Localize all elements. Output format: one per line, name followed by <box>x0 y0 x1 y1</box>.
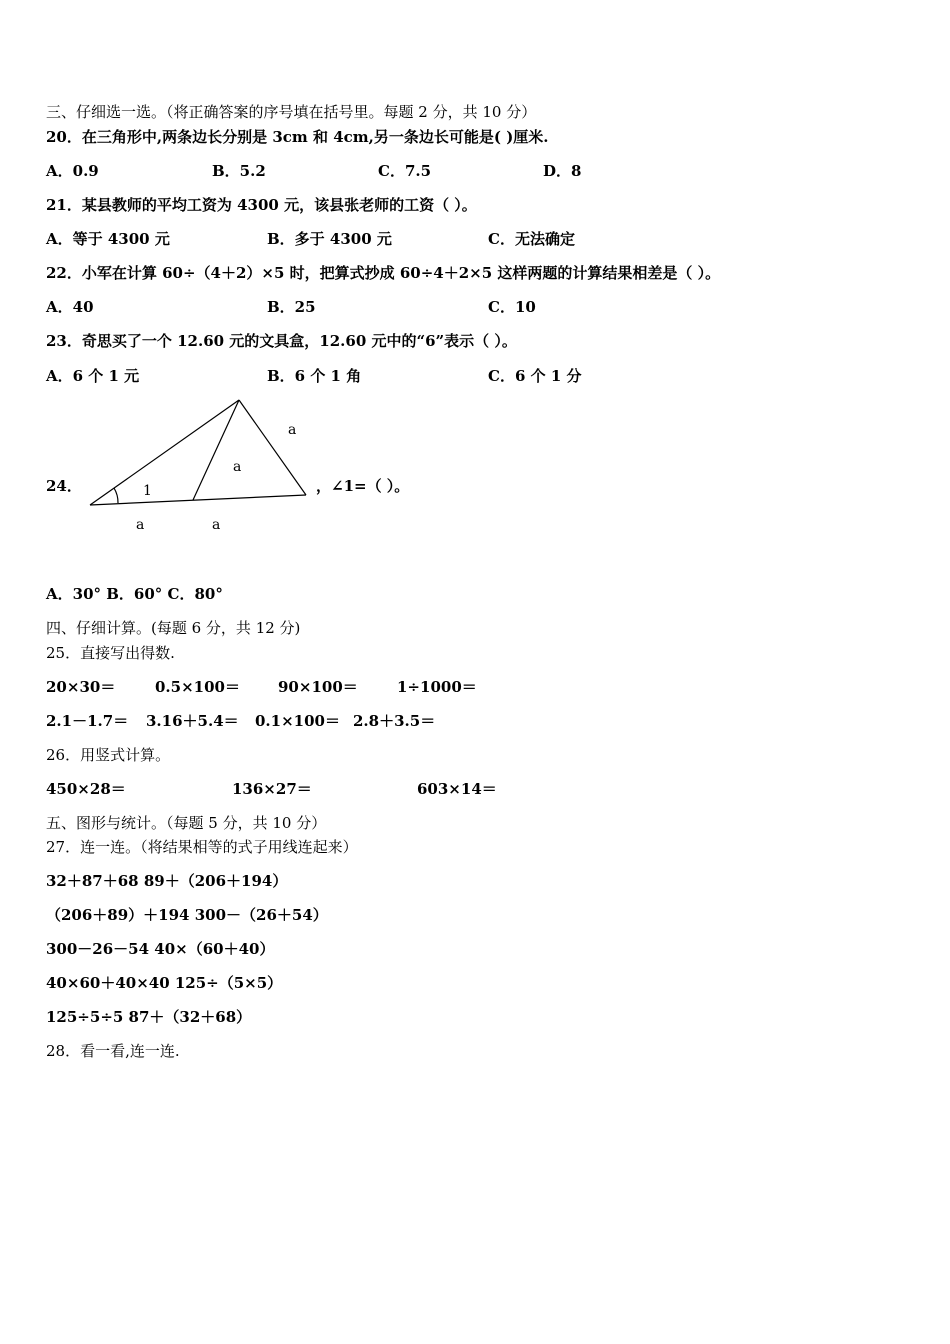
q20-option-d: D．8 <box>543 162 582 180</box>
q27-row: 32＋87＋68 89＋（206＋194） <box>46 872 288 890</box>
q21-option-a: A．等于 4300 元 <box>46 230 170 248</box>
q27-row: （206＋89）＋194 300－（26＋54） <box>46 906 328 924</box>
q26-item: 136×27＝ <box>232 780 312 798</box>
q23-option-a: A．6 个 1 元 <box>46 367 140 385</box>
q27-row: 125÷5÷5 87＋（32＋68） <box>46 1008 252 1026</box>
q25-item: 90×100＝ <box>278 678 358 696</box>
angle-1-arc <box>114 488 118 503</box>
q20-option-a: A．0.9 <box>46 162 99 180</box>
q23-option-c: C．6 个 1 分 <box>488 367 582 385</box>
section-3-heading: 三、仔细选一选。（将正确答案的序号填在括号里。每题 2 分，共 10 分） <box>46 103 537 121</box>
section-5-heading: 五、图形与统计。（每题 5 分，共 10 分） <box>46 814 327 832</box>
q25-item: 2.1－1.7＝ <box>46 712 129 730</box>
triangle-right-side <box>239 400 306 495</box>
q26-item: 450×28＝ <box>46 780 126 798</box>
inner-side-label: a <box>233 459 242 475</box>
q25-item: 0.1×100＝ <box>255 712 340 730</box>
triangle-left-side <box>90 400 242 505</box>
q22-option-b: B．25 <box>267 298 316 316</box>
q25-item: 20×30＝ <box>46 678 116 696</box>
q25-item: 2.8＋3.5＝ <box>353 712 436 730</box>
triangle-inner-segment <box>193 400 242 500</box>
left-side-gap <box>130 467 140 473</box>
question-25-stem: 25．直接写出得数. <box>46 644 175 662</box>
q23-option-b: B．6 个 1 角 <box>267 367 362 385</box>
base-right-label: a <box>212 517 221 533</box>
question-20-stem: 20．在三角形中,两条边长分别是 3cm 和 4cm,另一条边长可能是( )厘米. <box>46 128 549 146</box>
right-side-label: a <box>288 422 297 438</box>
question-21-stem: 21．某县教师的平均工资为 4300 元，该县张老师的工资（ ）。 <box>46 196 477 214</box>
q25-item: 1÷1000＝ <box>397 678 477 696</box>
q21-option-c: C．无法确定 <box>488 230 575 248</box>
q20-option-b: B．5.2 <box>212 162 266 180</box>
base-left-label: a <box>136 517 145 533</box>
question-28-stem: 28．看一看,连一连. <box>46 1042 180 1060</box>
q21-option-b: B．多于 4300 元 <box>267 230 392 248</box>
q22-option-a: A．40 <box>46 298 94 316</box>
q27-row: 300－26－54 40×（60＋40） <box>46 940 275 958</box>
q27-row: 40×60＋40×40 125÷（5×5） <box>46 974 283 992</box>
section-4-heading: 四、仔细计算。(每题 6 分，共 12 分) <box>46 619 301 637</box>
question-24-suffix: ，∠1=（ ）。 <box>316 477 410 495</box>
triangle-figure <box>86 395 316 540</box>
angle-1-label: 1 <box>143 483 152 499</box>
triangle-base <box>90 495 306 505</box>
q25-item: 3.16＋5.4＝ <box>146 712 239 730</box>
question-23-stem: 23．奇思买了一个 12.60 元的文具盒，12.60 元中的“6”表示（ ）。 <box>46 332 517 350</box>
question-22-stem: 22．小军在计算 60÷（4＋2）×5 时，把算式抄成 60÷4＋2×5 这样两题的计算结果相差是（ ）。 <box>46 264 721 282</box>
q20-option-c: C．7.5 <box>378 162 432 180</box>
q26-item: 603×14＝ <box>417 780 497 798</box>
q24-options: A．30° B．60° C．80° <box>46 585 223 603</box>
q25-item: 0.5×100＝ <box>155 678 240 696</box>
question-26-stem: 26．用竖式计算。 <box>46 746 171 764</box>
question-24-number: 24． <box>46 477 82 495</box>
question-27-stem: 27．连一连。（将结果相等的式子用线连起来） <box>46 838 358 856</box>
q22-option-c: C．10 <box>488 298 536 316</box>
